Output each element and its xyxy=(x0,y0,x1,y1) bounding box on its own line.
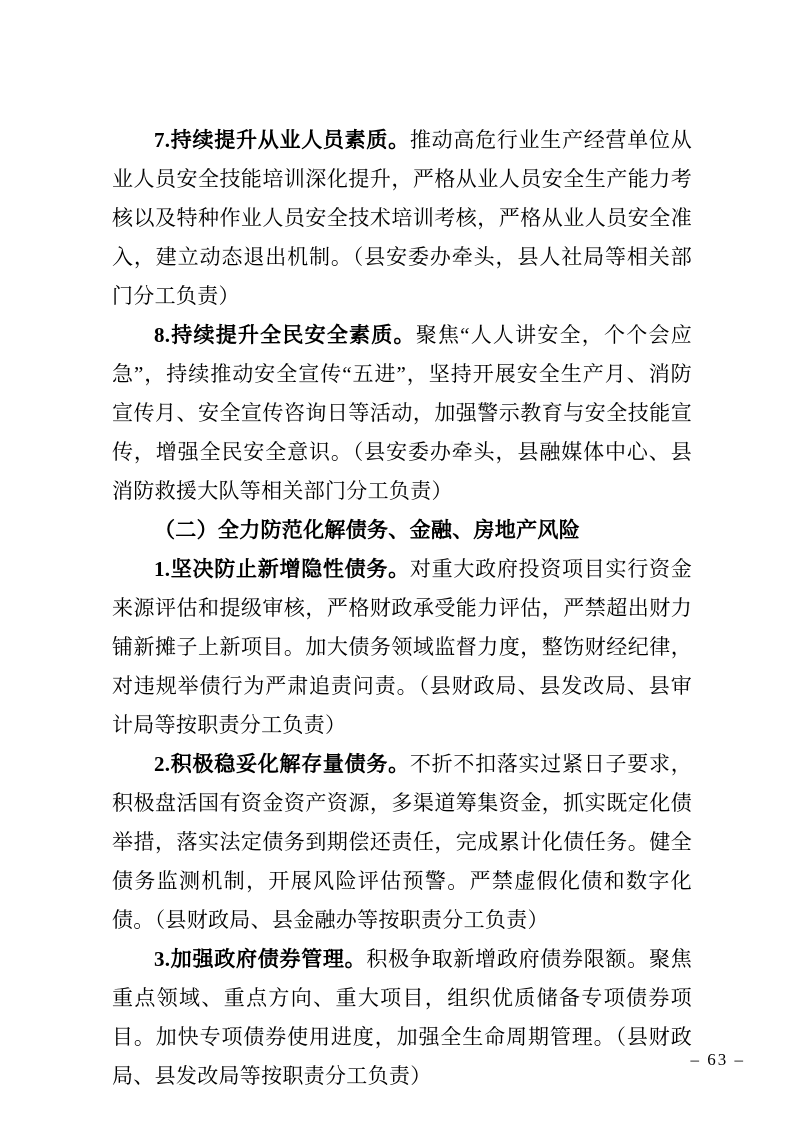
paragraph-lead: 7.持续提升从业人员素质。 xyxy=(154,128,410,152)
paragraph: 3.加强政府债券管理。积极争取新增政府债券限额。聚焦重点领域、重点方向、重大项目，组织优质储备专项债券项目。加快专项债券使用进度，加强全生命周期管理。（县财政局、县发改局等按职责分工负责） xyxy=(112,947,692,1088)
paragraph-lead: 8.持续提升全民安全素质。 xyxy=(154,323,416,347)
page-number: – 63 – xyxy=(690,1050,745,1069)
paragraph-lead: 2.积极稳妥化解存量债务。 xyxy=(154,752,410,776)
paragraph: 1.坚决防止新增隐性债务。对重大政府投资项目实行资金来源评估和提级审核，严格财政承受能力评估，严禁超出财力铺新摊子上新项目。加大债务领域监督力度，整饬财经纪律，对违规举债行为严肃追责问责。（县财政局、县发改局、县审计局等按职责分工负责） xyxy=(112,557,692,737)
paragraph: 2.积极稳妥化解存量债务。不折不扣落实过紧日子要求，积极盘活国有资金资产资源，多渠道筹集资金，抓实既定化债举措，落实法定债务到期偿还责任，完成累计化债任务。健全债务监测机制，开展风险评估预警。严禁虚假化债和数字化债。（县财政局、县金融办等按职责分工负责） xyxy=(112,752,692,932)
paragraph-lead: 3.加强政府债券管理。 xyxy=(154,947,367,971)
document-body xyxy=(112,121,692,1096)
paragraph: 7.持续提升从业人员素质。推动高危行业生产经营单位从业人员安全技能培训深化提升，严格从业人员安全生产能力考核以及特种作业人员安全技术培训考核，严格从业人员安全准入，建立动态退出机制。（县安委办牵头，县人社局等相关部门分工负责） xyxy=(112,128,692,308)
paragraph: 8.持续提升全民安全素质。聚焦“人人讲安全，个个会应急”，持续推动安全宣传“五进”，坚持开展安全生产月、消防宣传月、安全宣传咨询日等活动，加强警示教育与安全技能宣传，增强全民安全意识。（县安委办牵头，县融媒体中心、县消防救援大队等相关部门分工负责） xyxy=(112,323,692,503)
paragraph-lead: 1.坚决防止新增隐性债务。 xyxy=(154,557,410,581)
section-heading: （二）全力防范化解债务、金融、房地产风险 xyxy=(154,518,580,542)
